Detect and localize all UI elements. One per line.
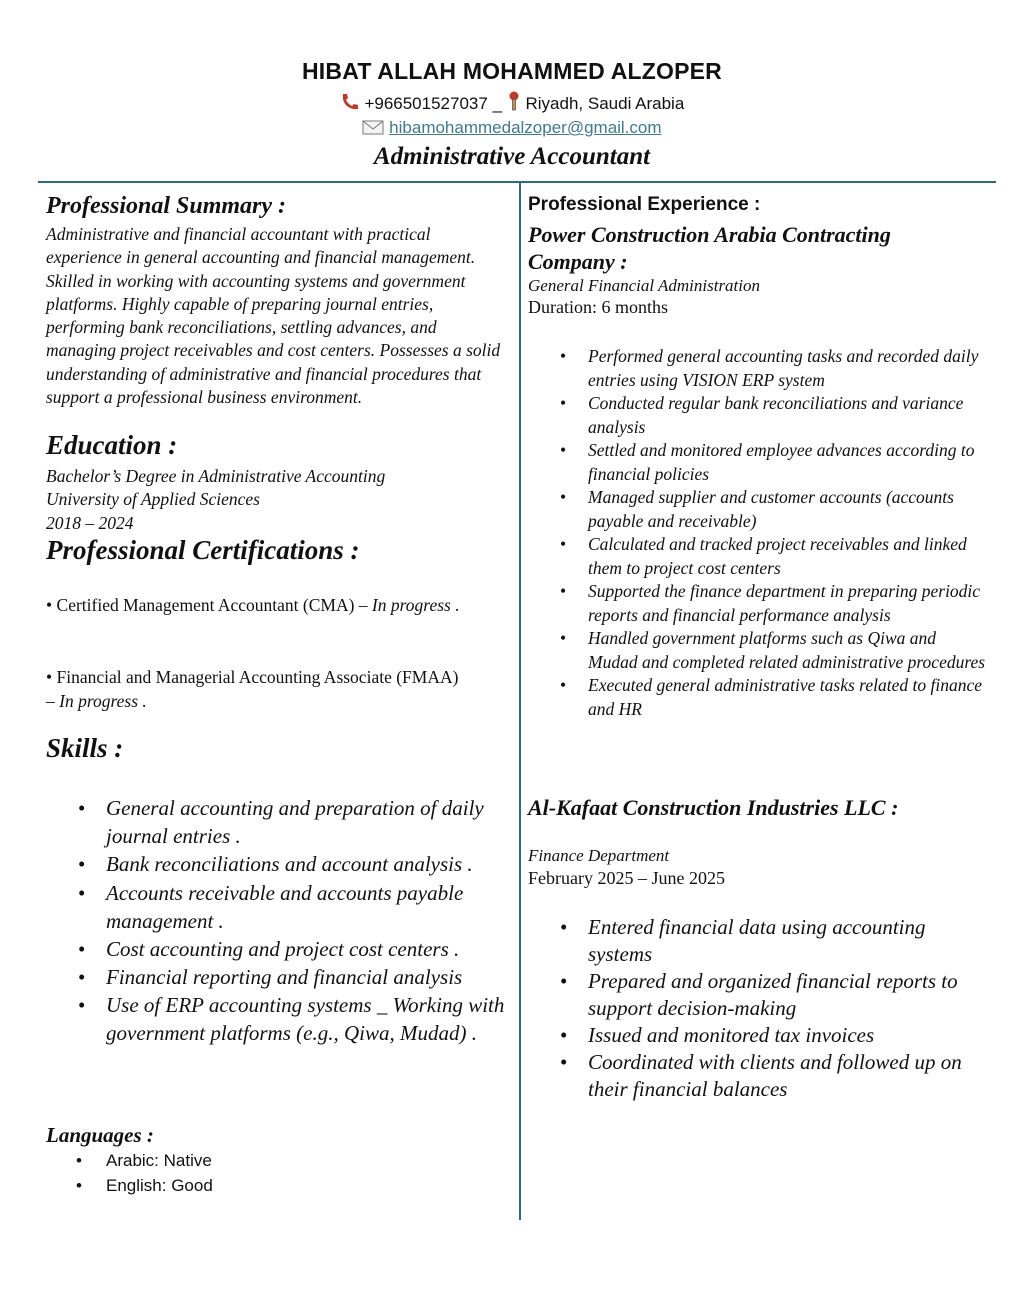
experience-heading: Professional Experience :	[528, 194, 761, 215]
column-divider	[519, 182, 521, 1220]
company-name: Al-Kafaat Construction Industries LLC :	[528, 795, 899, 820]
phone-icon	[340, 93, 360, 116]
candidate-name: HIBAT ALLAH MOHAMMED ALZOPER	[302, 58, 722, 84]
language-item: • English: Good	[106, 1173, 213, 1198]
skill-item: • Use of ERP accounting systems _ Working with government platforms (e.g., Qiwa, Mudad) .	[106, 991, 526, 1047]
duty-item: • Handled government platforms such as Qiwa and Mudad and completed related administrative procedures	[588, 627, 988, 674]
separator: _	[492, 94, 503, 113]
skill-item: • Bank reconciliations and account analysis .	[106, 850, 526, 878]
job-duties-list	[588, 345, 988, 721]
duty-item: • Issued and monitored tax invoices	[588, 1022, 988, 1049]
skills-heading: Skills :	[46, 733, 124, 763]
degree: Bachelor’s Degree in Administrative Accounting	[46, 466, 386, 486]
certification-status: In progress .	[59, 691, 147, 711]
summary-text: Administrative and financial accountant with practical experience in general accounting and financial management. Skilled in working with accounting systems and government platforms. Highly capable of preparing journal entries, performing bank reconciliations, settling advances, and managing project receivables and cost centers. Possesses a solid understanding of administrative and financial procedures that support a professional business environment.	[46, 224, 501, 408]
header-divider	[38, 181, 996, 183]
duty-item: • Entered financial data using accounting systems	[588, 914, 988, 968]
department: General Financial Administration	[528, 276, 761, 295]
skill-item: • Accounts receivable and accounts payable management .	[106, 879, 526, 935]
skill-item: • Financial reporting and financial analysis	[106, 963, 526, 991]
education-details	[46, 465, 511, 535]
summary-heading: Professional Summary :	[46, 193, 287, 219]
duty-item: • Executed general administrative tasks related to finance and HR	[588, 674, 988, 721]
company-name: Power Construction Arabia Contracting Company :	[528, 222, 891, 274]
certification-item: • Financial and Managerial Accounting Associate (FMAA) – In progress .	[46, 667, 459, 711]
duty-item: • Calculated and tracked project receivables and linked them to project cost centers	[588, 533, 988, 580]
duration: February 2025 – June 2025	[528, 868, 725, 888]
duty-item: • Supported the finance department in preparing periodic reports and financial performance analysis	[588, 580, 988, 627]
contact-line	[0, 91, 1024, 116]
duty-item: • Settled and monitored employee advances according to financial policies	[588, 439, 988, 486]
email-link[interactable]: hibamohammedalzoper@gmail.com	[389, 118, 662, 137]
email-line	[0, 118, 1024, 140]
certification-status: In progress .	[371, 595, 460, 615]
duty-item: • Managed supplier and customer accounts (accounts payable and receivable)	[588, 486, 988, 533]
job-title: Administrative Accountant	[373, 143, 651, 170]
location: Riyadh, Saudi Arabia	[525, 94, 685, 113]
certification-name: Financial and Managerial Accounting Associate (FMAA) –	[46, 667, 459, 711]
years: 2018 – 2024	[46, 512, 134, 533]
duty-item: • Conducted regular bank reconciliations and variance analysis	[588, 392, 988, 439]
skill-item: • General accounting and preparation of daily journal entries .	[106, 794, 526, 850]
school: University of Applied Sciences	[46, 489, 260, 510]
certification-name: Certified Management Accountant (CMA) –	[56, 595, 368, 615]
skill-item: • Cost accounting and project cost centers .	[106, 935, 526, 963]
certification-item: • Certified Management Accountant (CMA) – In progress .	[46, 595, 460, 615]
duty-item: • Prepared and organized financial reports to support decision-making	[588, 968, 988, 1022]
language-item: • Arabic: Native	[106, 1148, 213, 1173]
languages-heading: Languages :	[46, 1123, 154, 1147]
languages-list	[106, 1148, 213, 1198]
duty-item: • Coordinated with clients and followed up on their financial balances	[588, 1049, 988, 1103]
job-duties-list	[588, 914, 988, 1103]
location-pin-icon	[507, 91, 521, 116]
envelope-icon	[362, 120, 384, 140]
duty-item: • Performed general accounting tasks and recorded daily entries using VISION ERP system	[588, 345, 988, 392]
department: Finance Department	[528, 846, 670, 865]
phone-number[interactable]: +966501527037	[364, 94, 488, 113]
skills-list	[106, 794, 526, 1047]
duration: Duration: 6 months	[528, 297, 668, 317]
certifications-heading: Professional Certifications :	[46, 535, 360, 565]
education-heading: Education :	[46, 430, 178, 460]
